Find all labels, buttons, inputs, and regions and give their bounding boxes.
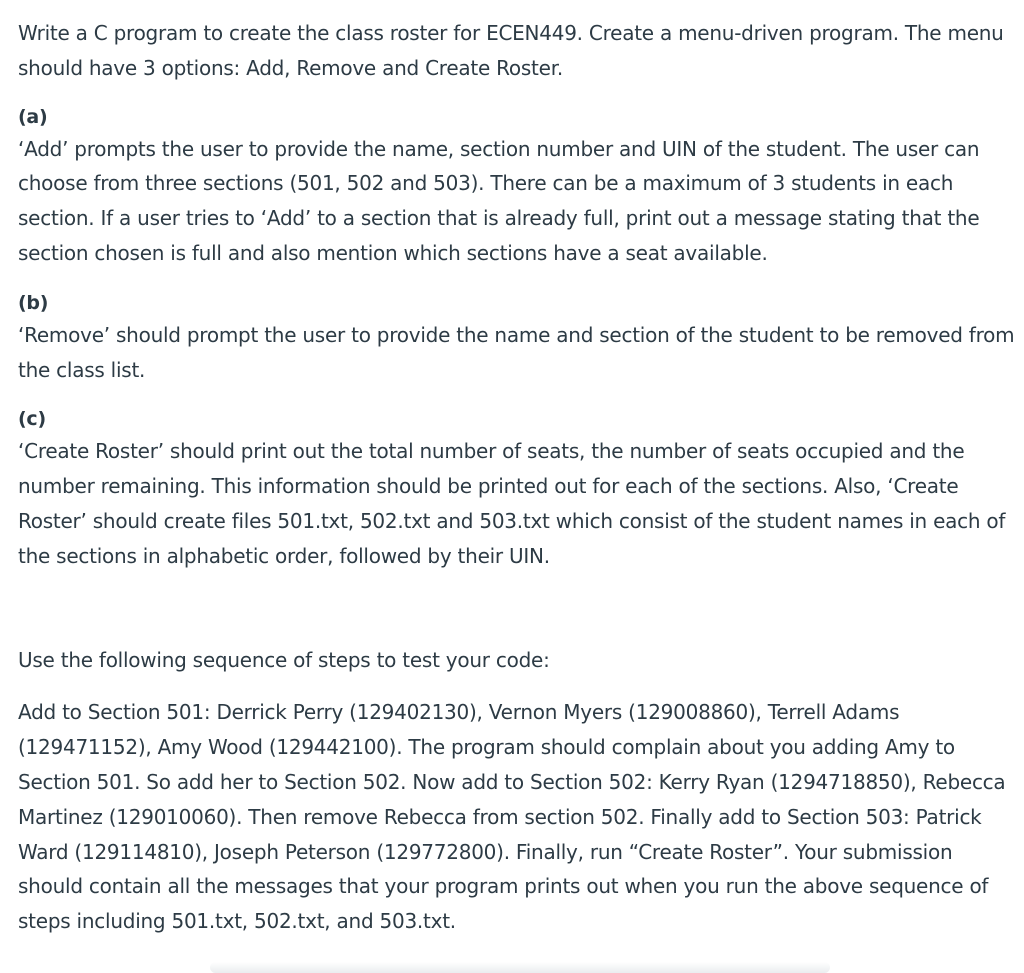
- part-a-label: (a): [18, 105, 48, 128]
- part-c-label: (c): [18, 408, 46, 431]
- test-intro: Use the following sequence of steps to test your code:: [18, 647, 550, 672]
- part-a-text: ‘Add’ prompts the user to provide the name, section number and UIN of the student. The user can choose from three sections (501, 502 and 503). There can be a maximum of 3 students in each section. If a user tries to ‘Add’ to a section that is already full, print out a message stating that the section chosen is full and also mention which sections have a seat available.: [18, 136, 980, 265]
- part-c-text: ‘Create Roster’ should print out the total number of seats, the number of seats occupied and the number remaining. This information should be printed out for each of the sections. Also, ‘Create Roster’ should create files 501.txt, 502.txt and 503.txt which consist of the student names in each of the sections in alphabetic order, followed by their UIN.: [18, 439, 1006, 568]
- assignment-document: [18, 16, 1016, 939]
- intro-paragraph: Write a C program to create the class roster for ECEN449. Create a menu-driven program. The menu should have 3 options: Add, Remove and Create Roster.: [18, 21, 1004, 80]
- part-b-text: ‘Remove’ should prompt the user to provide the name and section of the student to be removed from the class list.: [18, 322, 1015, 382]
- part-a: [18, 102, 1016, 271]
- part-b-label: (b): [18, 291, 49, 314]
- part-b: [18, 288, 1016, 388]
- bottom-fade-shadow: [210, 962, 830, 973]
- part-c: [18, 404, 1016, 573]
- test-steps: Add to Section 501: Derrick Perry (129402130), Vernon Myers (129008860), Terrell Adams (129471152), Amy Wood (129442100). The program should complain about you adding Amy to Section 501. So add her to Section 502. Now add to Section 502: Kerry Ryan (1294718850), Rebecca Martinez (129010060). Then remove Rebecca from section 502. Finally add to Section 503: Patrick Ward (129114810), Joseph Peterson (129772800). Finally, run “Create Roster”. Your submission should contain all the messages that your program prints out when you run the above sequence of steps including 501.txt, 502.txt, and 503.txt.: [18, 700, 1006, 934]
